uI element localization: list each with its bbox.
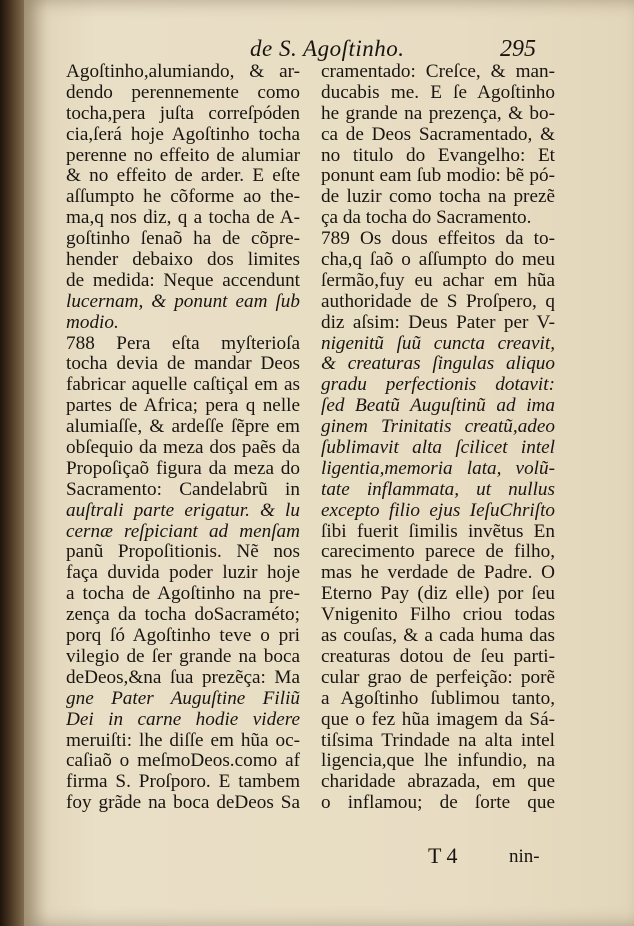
right-column-line: as couſas, & a cada huma das [321,626,555,647]
right-column-line: ſibi fuerit ſimilis invẽtus En [321,521,555,542]
left-column-line: Dei in carne hodie videre [66,709,300,730]
right-column-line: ligencia,que lhe infundio, na [321,751,555,772]
right-column-line: ducabis me. E ſe Agoſtinho [321,82,555,103]
left-column-line: de medida: Neque accendunt [66,270,300,291]
right-column-line: ſed Beatũ Auguſtinũ ad ima [321,396,555,417]
right-column-line: o inflamou; de ſorte que [321,793,555,814]
left-column-line: partes de Africa; pera q nelle [66,396,300,417]
right-column-line: & creaturas ſingulas aliquo [321,354,555,375]
right-column-line: nigenitũ ſuũ cuncta creavit, [321,333,555,354]
left-column-line: auſtrali parte erigatur. & lu [66,500,300,521]
right-column-line: ça da tocha do Sacramento. [321,208,532,229]
right-column-line: a Agoſtinho ſublimou tanto, [321,688,555,709]
left-column-line: modio. [66,312,119,333]
right-column-line: ſublimavit alta ſcilicet intel [321,438,555,459]
left-column-line: meruiſti: lhe diſſe em hũa oc- [66,730,300,751]
right-column-line: ſermão,fuy eu achar em hũa [321,270,555,291]
left-column-line: caſiaõ o meſmoDeos.como af [66,751,300,772]
left-column-line: Agoſtinho,alumiando, & ar- [66,62,300,82]
left-column-line: lucernam, & ponunt eam ſub [66,291,300,312]
right-column-line: tiſsima Trindade na alta intel [321,730,555,751]
left-column-line: cernæ reſpiciant ad menſam [66,521,300,542]
left-column-line: tocha,pera juſta correſpóden [66,103,300,124]
left-column-line: panũ Propoſitionis. Nẽ nos [66,542,300,563]
left-column-line: hender debaixo dos limites [66,250,300,271]
page-number: 295 [500,36,536,62]
left-column-line: aſſumpto he cõforme ao the- [66,187,300,208]
book-spine [0,0,26,926]
left-column [66,62,300,814]
left-column-line: gne Pater Auguſtine Filiũ [66,688,300,709]
left-column-line: vilegio de ſer grande na boca [66,646,300,667]
right-column-line: he grande na prezença, & bo- [321,103,555,124]
left-column-line: foy grãde na boca deDeos Sa [66,793,300,814]
left-column-line: alumiaſſe, & ardeſſe ſẽpre em [66,417,300,438]
page-footer [0,843,634,871]
left-column-line: Propoſiçaõ figura da meza do [66,458,300,479]
right-column-line: no titulo do Evangelho: Et [321,145,555,166]
right-column-line: de luzir como tocha na prezẽ [321,187,555,208]
left-column-line: cia,ſerá hoje Agoſtinho tocha [66,124,300,145]
left-column-line: faça duvida poder luzir hoje [66,563,300,584]
right-column-line: cular grao de perfeição: porẽ [321,667,555,688]
signature-mark: T 4 [428,843,458,868]
right-column-line: excepto filio ejus IeſuChriſto [321,500,555,521]
right-column-line: cramentado: Creſce, & man- [321,62,555,82]
right-column-line: 789 Os dous effeitos da to- [321,229,555,250]
right-column-line: ponunt eam ſub modio: bẽ pó- [321,166,555,187]
right-column-line: creaturas dotou de ſeu parti- [321,646,555,667]
right-column-line: ginem Trinitatis creatũ,adeo [321,417,555,438]
right-column-line: que o fez hũa imagem da Sá- [321,709,555,730]
right-column-line: carecimento parece de filho, [321,542,555,563]
right-column-line: gradu perfectionis dotavit: [321,375,555,396]
left-column-line: porq ſó Agoſtinho teve o pri [66,626,300,647]
right-column-line: diz aſsim: Deus Pater per V- [321,312,555,333]
left-column-line: ma,q nos diz, q a tocha de A- [66,208,300,229]
left-column-line: firma S. Proſporo. E tambem [66,772,300,793]
right-column-line: cha,q ſaõ o aſſumpto do meu [321,250,555,271]
left-column-line: 788 Pera eſta myſterioſa [66,333,300,354]
left-column-line: fabricar aquelle caſtiçal em as [66,375,300,396]
left-column-line: goſtinho ſenaõ ha de cõpre- [66,229,300,250]
right-column-line: mas he verdade de Padre. O [321,563,555,584]
right-column-line: ligentia,memoria lata, volũ- [321,458,555,479]
left-column-line: deDeos,&na ſua prezẽça: Ma [66,667,300,688]
right-column-line: authoridade de S Proſpero, q [321,291,555,312]
left-column-line: tocha devia de mandar Deos [66,354,300,375]
right-column-line: Vnigenito Filho criou todas [321,605,555,626]
left-column-line: perenne no effeito de alumiar [66,145,300,166]
page-header [0,36,634,64]
left-column-line: & no effeito de arder. E eſte [66,166,300,187]
running-head: de S. Agoſtinho. [250,36,405,61]
left-column-line: zença da tocha doSacraméto; [66,605,300,626]
left-column-line: obſequio da meza dos paẽs da [66,438,300,459]
right-column-line: ca de Deos Sacramentado, & [321,124,555,145]
left-column-line: a tocha de Agoſtinho na pre- [66,584,300,605]
catchword: nin- [509,846,540,867]
right-column [321,62,555,814]
right-column-line: charidade abrazada, em que [321,772,555,793]
left-column-line: Sacramento: Candelabrũ in [66,479,300,500]
left-column-line: dendo perennemente como [66,82,300,103]
right-column-line: tate inflammata, ut nullus [321,479,555,500]
right-column-line: Eterno Pay (diz elle) por ſeu [321,584,555,605]
